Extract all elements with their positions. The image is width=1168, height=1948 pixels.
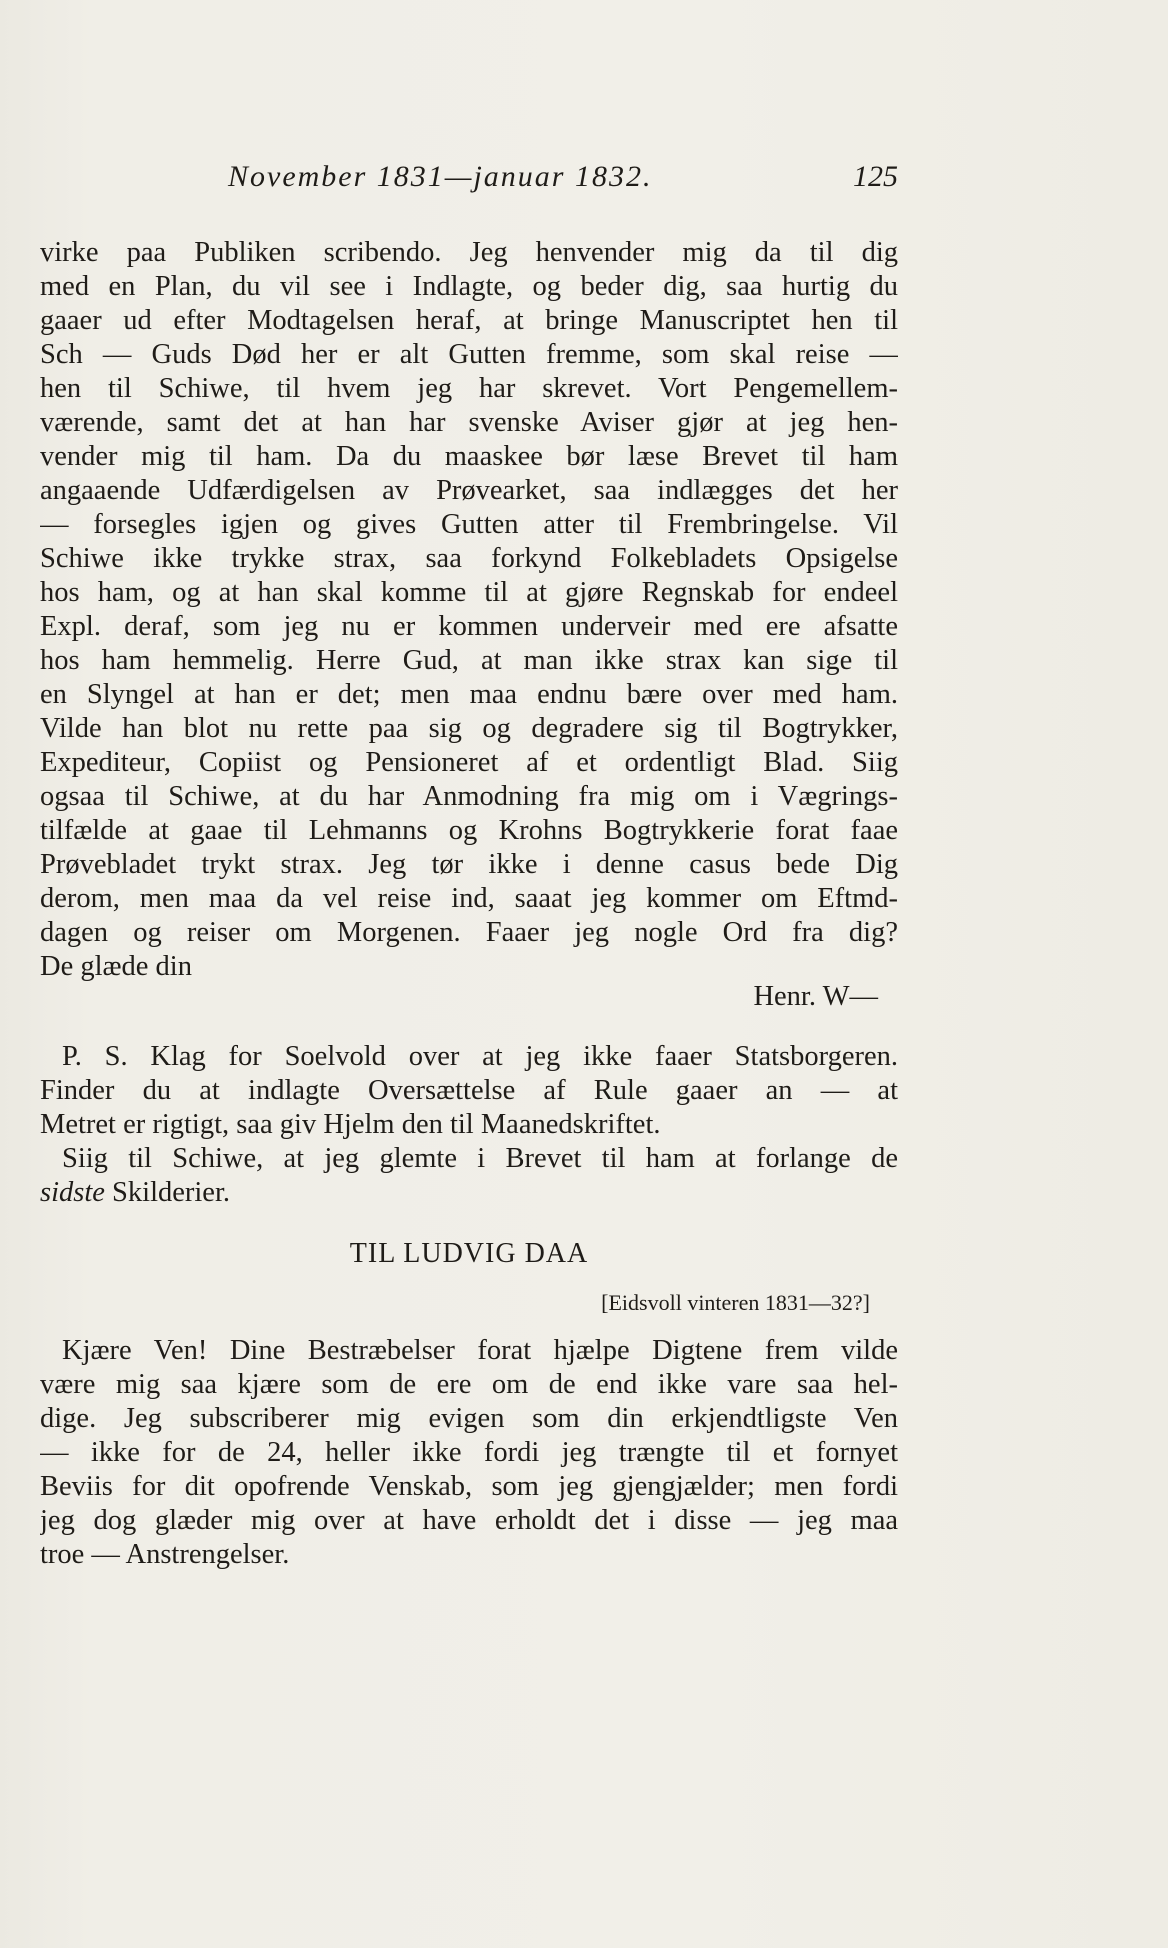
page-number: 125 [853,160,898,193]
text-line: jeg dog glæder mig over at have erholdt det i disse — jeg maa [40,1505,898,1536]
text-line: en Slyngel at han er det; men maa endnu bære over med ham. [40,679,898,710]
text-line: Expediteur, Copiist og Pensioneret af et ordentligt Blad. Siig [40,747,898,778]
closing-line: De glæde din [40,951,192,982]
text-line: Beviis for dit opofrende Venskab, som jeg gjengjælder; men fordi [40,1471,898,1502]
text-line: Prøvebladet trykt strax. Jeg tør ikke i denne casus bede Dig [40,849,898,880]
dateline: [Eidsvoll vinteren 1831—32?] [601,1290,870,1315]
text-line: værende, samt det at han har svenske Aviser gjør at jeg hen- [40,407,898,438]
text-line: troe — Anstrengelser. [40,1539,290,1570]
text-line: angaaende Udfærdigelsen av Prøvearket, saa indlægges det her [40,475,898,506]
running-head-title: November 1831—januar 1832. [228,160,653,193]
text-line: vender mig til ham. Da du maaskee bør læse Brevet til ham [40,441,898,472]
text-line: tilfælde at gaae til Lehmanns og Krohns Bogtrykkerie forat faae [40,815,898,846]
signature: Henr. W— [753,981,878,1012]
text-line: — forsegles igjen og gives Gutten atter til Frembringelse. Vil [40,509,898,540]
letter-body [40,236,898,984]
text-line: ogsaa til Schiwe, at du har Anmodning fra mig om i Vægrings- [40,781,898,812]
text-line: — ikke for de 24, heller ikke fordi jeg trængte til et fornyet [40,1437,898,1468]
text-line: Vilde han blot nu rette paa sig og degradere sig til Bogtrykker, [40,713,898,744]
running-head [40,160,898,204]
text-line: derom, men maa da vel reise ind, saaat jeg kommer om Eftmd- [40,883,898,914]
text-line: gaaer ud efter Modtagelsen heraf, at bringe Manuscriptet hen til [40,305,898,336]
text-line: virke paa Publiken scribendo. Jeg henvender mig da til dig [40,237,898,268]
text-line: hos ham hemmelig. Herre Gud, at man ikke strax kan sige til [40,645,898,676]
text-line: Sch — Guds Død her er alt Gutten fremme, som skal reise — [40,339,898,370]
text-line: Finder du at indlagte Oversættelse af Rule gaaer an — at [40,1075,898,1106]
text-line: Kjære Ven! Dine Bestræbelser forat hjælpe Digtene frem vilde [62,1335,898,1366]
text-line: P. S. Klag for Soelvold over at jeg ikke faaer Statsborgeren. [62,1041,898,1072]
text-line: dagen og reiser om Morgenen. Faaer jeg nogle Ord fra dig? [40,917,898,948]
letter-heading: TIL LUDVIG DAA [349,1238,589,1269]
text-line: hos ham, og at han skal komme til at gjøre Regnskab for endeel [40,577,898,608]
text-line: Expl. deraf, som jeg nu er kommen underveir med ere afsatte [40,611,898,642]
text-line: Schiwe ikke trykke strax, saa forkynd Folkebladets Opsigelse [40,543,898,574]
text-line: hen til Schiwe, til hvem jeg har skrevet. Vort Pengemellem- [40,373,898,404]
text-line: med en Plan, du vil see i Indlagte, og beder dig, saa hurtig du [40,271,898,302]
letter-body [40,1334,898,1572]
postscript [40,1040,898,1210]
text-line: Siig til Schiwe, at jeg glemte i Brevet til ham at forlange de [62,1143,898,1174]
text-run: Skilderier. [104,1177,230,1208]
text-line: Metret er rigtigt, saa giv Hjelm den til Maanedskriftet. [40,1109,661,1140]
emphasized-word: sidste [40,1177,105,1208]
text-line: dige. Jeg subscriberer mig evigen som din erkjendtligste Ven [40,1403,898,1434]
text-line: være mig saa kjære som de ere om de end ikke vare saa hel- [40,1369,898,1400]
text-line [40,1176,898,1210]
